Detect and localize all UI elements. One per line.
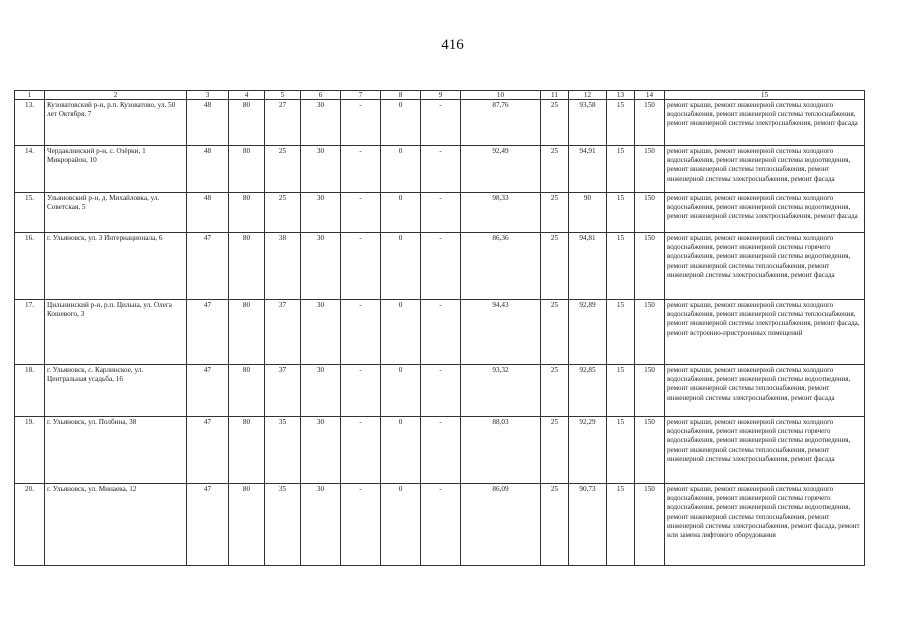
value-cell: 93,32: [461, 365, 541, 417]
value-cell: 93,58: [569, 100, 607, 146]
works-cell: ремонт крыши, ремонт инженерной системы холодного водоснабжения, ремонт инженерной системы водоотведения, ремонт инженерной системы теплоснабжения, ремонт инженерной системы электроснабжения, ремонт фасада: [665, 365, 865, 417]
value-cell: -: [341, 365, 381, 417]
table-row: [15, 300, 865, 365]
value-cell: 15: [607, 484, 635, 566]
value-cell: 15: [607, 193, 635, 233]
value-cell: 15: [607, 233, 635, 300]
value-cell: 80: [229, 193, 265, 233]
column-header: 13: [607, 91, 635, 100]
value-cell: -: [341, 100, 381, 146]
value-cell: 30: [301, 233, 341, 300]
value-cell: 48: [187, 146, 229, 193]
table-row: [15, 193, 865, 233]
value-cell: 150: [635, 484, 665, 566]
value-cell: 25: [541, 146, 569, 193]
works-cell: ремонт крыши, ремонт инженерной системы холодного водоснабжения, ремонт инженерной системы водоотведения, ремонт инженерной системы теплоснабжения, ремонт инженерной системы электроснабжения, ремонт фасада: [665, 146, 865, 193]
column-header: 6: [301, 91, 341, 100]
value-cell: -: [421, 484, 461, 566]
value-cell: 25: [265, 193, 301, 233]
value-cell: 94,91: [569, 146, 607, 193]
table-header-row: [15, 91, 865, 100]
value-cell: 25: [541, 233, 569, 300]
value-cell: 90,73: [569, 484, 607, 566]
table-row: [15, 484, 865, 566]
value-cell: 30: [301, 417, 341, 484]
value-cell: 47: [187, 300, 229, 365]
value-cell: 25: [541, 484, 569, 566]
value-cell: 47: [187, 417, 229, 484]
value-cell: 80: [229, 146, 265, 193]
value-cell: 25: [541, 417, 569, 484]
column-header: 1: [15, 91, 45, 100]
value-cell: 0: [381, 193, 421, 233]
address-cell: Ульяновский р-н, д. Михайловка, ул. Советская, 5: [45, 193, 187, 233]
value-cell: 15: [607, 365, 635, 417]
row-number: 13.: [15, 100, 45, 146]
value-cell: 35: [265, 417, 301, 484]
value-cell: 25: [541, 193, 569, 233]
value-cell: 47: [187, 233, 229, 300]
value-cell: 150: [635, 300, 665, 365]
column-header: 5: [265, 91, 301, 100]
value-cell: 15: [607, 100, 635, 146]
value-cell: 30: [301, 484, 341, 566]
value-cell: 80: [229, 100, 265, 146]
value-cell: -: [341, 146, 381, 193]
value-cell: 92,89: [569, 300, 607, 365]
row-number: 15.: [15, 193, 45, 233]
value-cell: 30: [301, 100, 341, 146]
value-cell: 0: [381, 146, 421, 193]
value-cell: -: [421, 146, 461, 193]
value-cell: -: [421, 417, 461, 484]
value-cell: -: [421, 300, 461, 365]
value-cell: 30: [301, 146, 341, 193]
value-cell: 38: [265, 233, 301, 300]
value-cell: 80: [229, 365, 265, 417]
column-header: 7: [341, 91, 381, 100]
address-cell: Цильнинский р-н, р.п. Цильна, ул. Олега Кошевого, 3: [45, 300, 187, 365]
value-cell: 0: [381, 484, 421, 566]
table-row: [15, 365, 865, 417]
value-cell: 92,85: [569, 365, 607, 417]
value-cell: 25: [265, 146, 301, 193]
value-cell: -: [421, 100, 461, 146]
value-cell: 92,29: [569, 417, 607, 484]
repair-program-table: [14, 90, 865, 566]
value-cell: 92,49: [461, 146, 541, 193]
value-cell: -: [341, 417, 381, 484]
column-header: 2: [45, 91, 187, 100]
value-cell: 150: [635, 417, 665, 484]
works-cell: ремонт крыши, ремонт инженерной системы холодного водоснабжения, ремонт инженерной системы теплоснабжения, ремонт инженерной системы электроснабжения, ремонт фасада, ремонт встроенно-пристроенных помещений: [665, 300, 865, 365]
value-cell: 37: [265, 365, 301, 417]
column-header: 11: [541, 91, 569, 100]
page-number: 416: [441, 37, 464, 53]
value-cell: 0: [381, 300, 421, 365]
column-header: 8: [381, 91, 421, 100]
value-cell: 150: [635, 233, 665, 300]
value-cell: 25: [541, 300, 569, 365]
works-cell: ремонт крыши, ремонт инженерной системы холодного водоснабжения, ремонт инженерной системы теплоснабжения, ремонт инженерной системы электроснабжения, ремонт фасада: [665, 100, 865, 146]
row-number: 16.: [15, 233, 45, 300]
value-cell: -: [421, 233, 461, 300]
value-cell: 86,09: [461, 484, 541, 566]
value-cell: 0: [381, 417, 421, 484]
value-cell: 150: [635, 193, 665, 233]
table-row: [15, 233, 865, 300]
value-cell: 98,33: [461, 193, 541, 233]
table-row: [15, 417, 865, 484]
table-row: [15, 146, 865, 193]
address-cell: Кузоватовский р-н, р.п. Кузоватово, ул. 50 лет Октября, 7: [45, 100, 187, 146]
column-header: 4: [229, 91, 265, 100]
value-cell: -: [421, 365, 461, 417]
works-cell: ремонт крыши, ремонт инженерной системы холодного водоснабжения, ремонт инженерной системы горячего водоснабжения, ремонт инженерной системы водоотведения, ремонт инженерной системы теплоснабжения, ремонт инженерной системы электроснабжения, ремонт фасада: [665, 417, 865, 484]
works-cell: ремонт крыши, ремонт инженерной системы холодного водоснабжения, ремонт инженерной системы водоотведения, ремонт инженерной системы электроснабжения, ремонт фасада: [665, 193, 865, 233]
value-cell: 0: [381, 233, 421, 300]
value-cell: 94,81: [569, 233, 607, 300]
value-cell: -: [341, 300, 381, 365]
column-header: 14: [635, 91, 665, 100]
address-cell: г. Ульяновск, ул. Минаева, 12: [45, 484, 187, 566]
value-cell: 80: [229, 484, 265, 566]
address-cell: г. Ульяновск, с. Карлинское, ул. Центральная усадьба, 16: [45, 365, 187, 417]
value-cell: 30: [301, 365, 341, 417]
value-cell: -: [341, 233, 381, 300]
address-cell: г. Ульяновск, ул. 3 Интернационала, 6: [45, 233, 187, 300]
value-cell: 90: [569, 193, 607, 233]
value-cell: 80: [229, 417, 265, 484]
row-number: 19.: [15, 417, 45, 484]
column-header: 12: [569, 91, 607, 100]
column-header: 9: [421, 91, 461, 100]
value-cell: 25: [541, 100, 569, 146]
value-cell: 15: [607, 146, 635, 193]
value-cell: 47: [187, 365, 229, 417]
value-cell: -: [341, 484, 381, 566]
value-cell: 15: [607, 300, 635, 365]
value-cell: 0: [381, 100, 421, 146]
value-cell: 80: [229, 300, 265, 365]
works-cell: ремонт крыши, ремонт инженерной системы холодного водоснабжения, ремонт инженерной системы горячего водоснабжения, ремонт инженерной системы водоотведения, ремонт инженерной системы теплоснабжения, ремонт инженерной системы электроснабжения, ремонт фасада: [665, 233, 865, 300]
row-number: 14.: [15, 146, 45, 193]
address-cell: Чердаклинский р-н, с. Озёрки, 1 Микрорайон, 10: [45, 146, 187, 193]
value-cell: 30: [301, 300, 341, 365]
value-cell: 37: [265, 300, 301, 365]
column-header: 10: [461, 91, 541, 100]
address-cell: г. Ульяновск, ул. Полбина, 38: [45, 417, 187, 484]
value-cell: 86,36: [461, 233, 541, 300]
column-header: 15: [665, 91, 865, 100]
value-cell: 150: [635, 100, 665, 146]
value-cell: 15: [607, 417, 635, 484]
value-cell: 30: [301, 193, 341, 233]
row-number: 18.: [15, 365, 45, 417]
value-cell: -: [341, 193, 381, 233]
value-cell: 35: [265, 484, 301, 566]
value-cell: 48: [187, 193, 229, 233]
value-cell: -: [421, 193, 461, 233]
column-header: 3: [187, 91, 229, 100]
value-cell: 80: [229, 233, 265, 300]
value-cell: 94,43: [461, 300, 541, 365]
value-cell: 27: [265, 100, 301, 146]
row-number: 20.: [15, 484, 45, 566]
value-cell: 48: [187, 100, 229, 146]
value-cell: 0: [381, 365, 421, 417]
value-cell: 87,76: [461, 100, 541, 146]
value-cell: 25: [541, 365, 569, 417]
value-cell: 88,03: [461, 417, 541, 484]
table-row: [15, 100, 865, 146]
works-cell: ремонт крыши, ремонт инженерной системы холодного водоснабжения, ремонт инженерной системы горячего водоснабжения, ремонт инженерной системы водоотведения, ремонт инженерной системы теплоснабжения, ремонт инженерной системы электроснабжения, ремонт фасада, ремонт или замена лифтового оборудования: [665, 484, 865, 566]
value-cell: 150: [635, 146, 665, 193]
value-cell: 150: [635, 365, 665, 417]
value-cell: 47: [187, 484, 229, 566]
row-number: 17.: [15, 300, 45, 365]
